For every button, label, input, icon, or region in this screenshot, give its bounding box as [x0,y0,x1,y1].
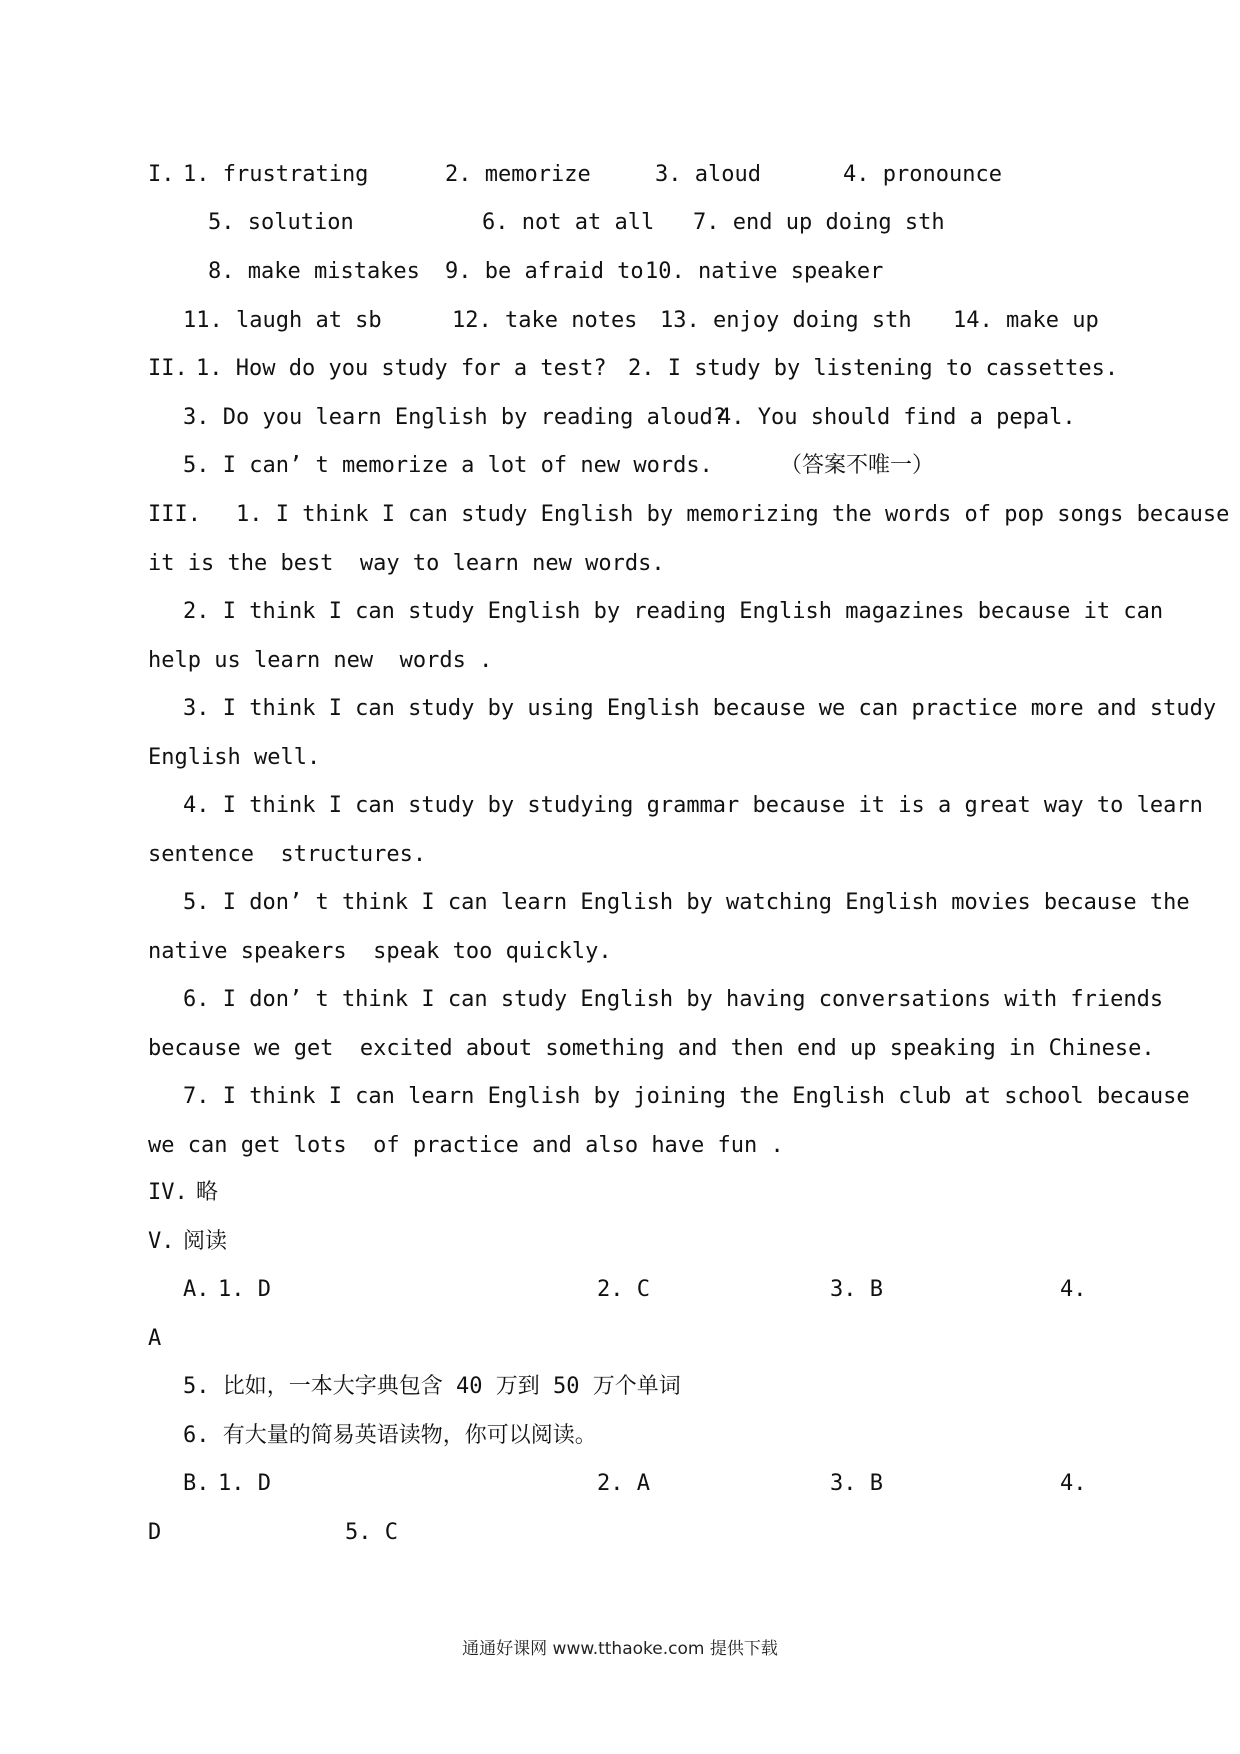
answer-item: 14. make up [953,308,1099,333]
answer-item: 12. take notes [452,308,638,333]
answer-item: 6. not at all [482,210,655,235]
answer-line: 2. I think I can study English by reading English magazines because it can [183,599,1164,624]
answer-item: 3. B [830,1277,883,1302]
answer-line: 1. I think I can study English by memorizing the words of pop songs because [236,502,1230,527]
answer-note: （答案不唯一） [780,453,935,478]
answer-item: D [148,1520,162,1545]
answer-item: 5. I can’ t memorize a lot of new words. [183,453,713,478]
answer-line: 5. I don’ t think I can learn English by watching English movies because the [183,890,1190,915]
part-label: A. [183,1277,210,1302]
answer-item: 10. native speaker [645,259,884,284]
answer-item: A [148,1326,162,1351]
answer-item: 3. Do you learn English by reading aloud? [183,405,727,430]
answer-item: 1. frustrating [183,162,369,187]
answer-line: 6. I don’ t think I can study English by having conversations with friends [183,987,1164,1012]
section-label: IV. [148,1180,188,1205]
answer-item: 5. solution [208,210,354,235]
section-label: II. [148,356,188,381]
answer-line: native speakers speak too quickly. [148,939,612,964]
answer-line: help us learn new words . [148,648,493,673]
answer-item: 2. I study by listening to cassettes. [628,356,1119,381]
answer-item: 11. laugh at sb [183,308,382,333]
answer-line: it is the best way to learn new words. [148,551,665,576]
answer-item: 略 [196,1180,219,1205]
section-label: I. [148,162,175,187]
answer-item: 2. A [597,1471,650,1496]
answer-item: 3. B [830,1471,883,1496]
answer-item: 5. 比如，一本大字典包含 40 万到 50 万个单词 [183,1374,681,1399]
answer-item: 9. be afraid to [445,259,644,284]
answer-item: 4. You should find a pepal. [718,405,1076,430]
answer-line: we can get lots of practice and also have fun . [148,1133,784,1158]
answer-item: 4. [1060,1471,1087,1496]
answer-line: sentence structures. [148,842,427,867]
answer-item: 2. memorize [445,162,591,187]
answer-line: English well. [148,745,321,770]
section-title: 阅读 [183,1229,228,1254]
answer-item: 7. end up doing sth [693,210,945,235]
answer-item: 1. D [218,1471,271,1496]
answer-item: 4. [1060,1277,1087,1302]
answer-item: 8. make mistakes [208,259,420,284]
answer-item: 1. D [218,1277,271,1302]
page-footer: 通通好课网 www.tthaoke.com 提供下载 [462,1639,778,1659]
answer-line: because we get excited about something and then end up speaking in Chinese. [148,1036,1155,1061]
answer-item: 6. 有大量的简易英语读物，你可以阅读。 [183,1423,597,1448]
answer-line: 4. I think I can study by studying grammar because it is a great way to learn [183,793,1203,818]
answer-item: 3. aloud [655,162,761,187]
section-label: V. [148,1229,175,1254]
answer-item: 1. How do you study for a test? [196,356,607,381]
part-label: B. [183,1471,210,1496]
section-label: III. [148,502,201,527]
answer-item: 4. pronounce [843,162,1002,187]
answer-line: 7. I think I can learn English by joining the English club at school because [183,1084,1190,1109]
answer-item: 13. enjoy doing sth [660,308,912,333]
answer-line: 3. I think I can study by using English because we can practice more and study [183,696,1217,721]
answer-item: 2. C [597,1277,650,1302]
answer-item: 5. C [345,1520,398,1545]
